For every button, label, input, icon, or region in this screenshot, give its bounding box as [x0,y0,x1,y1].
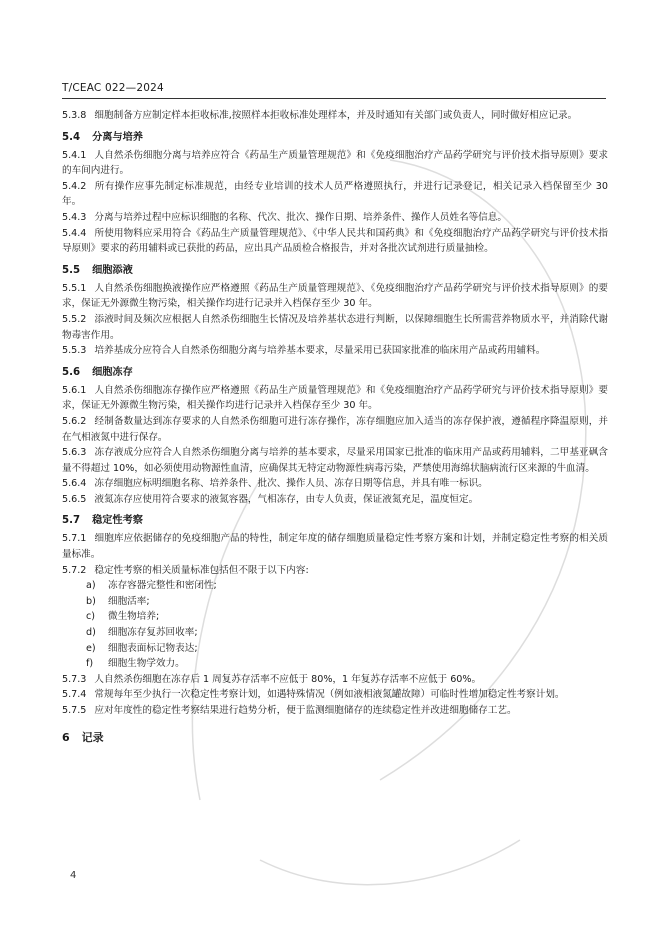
clause-text: 液氮冻存应使用符合要求的液氮容器，气相冻存，由专人负责，保证液氮充足，温度恒定。 [94,493,479,505]
clause-text: 人自然杀伤细胞在冻存后 1 周复苏存活率不应低于 80%，1 年复苏存活率不应低于 60%。 [94,673,482,685]
section-number: 5.7 [62,515,81,527]
clause-number: 5.5.3 [62,345,87,357]
section-number: 6 [62,730,70,744]
clause-5-7-1 [62,531,608,562]
clause-5-4-3 [62,210,608,226]
clause-text: 添液时间及频次应根据人自然杀伤细胞生长情况及培养基状态进行判断，以保障细胞生长所需营养物质水平，并消除代谢物毒害作用。 [62,313,608,341]
clause-text: 人自然杀伤细胞换液操作应严格遵照《药品生产质量管理规范》、《免疫细胞治疗产品药学研究与评价技术指导原则》的要求，保证无外源微生物污染，相关操作均进行记录并入档保存至少 30 年。 [62,282,608,310]
clause-5-5-1 [62,281,608,312]
clause-number: 5.3.8 [62,110,87,121]
list-marker: d) [86,627,96,639]
clause-5-3-8 [62,108,608,124]
list-marker: f) [86,658,94,670]
clause-number: 5.7.3 [62,673,87,685]
section-title: 分离与培养 [92,131,143,143]
clause-text: 冻存液成分应符合人自然杀伤细胞分离与培养的基本要求，尽量采用国家已批准的临床用产品或药用辅料，二甲基亚砜含量不得超过 10%，如必须使用动物源性血清，应确保其无特定动物源性病毒污染，严禁使用海绵状脑病流行区来源的牛血清。 [62,447,608,474]
clause-number: 5.4.3 [62,211,87,223]
clause-number: 5.4.1 [62,149,87,161]
section-title: 细胞添液 [92,264,133,276]
clause-5-6-5 [62,492,608,508]
section-heading-5-7 [62,512,608,529]
list-item-text: 细胞活率; [108,595,150,607]
section-heading-5-6 [62,364,608,381]
list-item-text: 冻存容器完整性和密闭性; [108,580,217,592]
clause-5-6-4 [62,476,608,492]
clause-text: 所有操作应事先制定标准规范，由经专业培训的技术人员严格遵照执行，并进行记录登记，相关记录入档保留至少 30 年。 [62,180,608,208]
clause-text: 人自然杀伤细胞冻存操作应严格遵照《药品生产质量管理规范》和《免疫细胞治疗产品药学研究与评价技术指导原则》要求，保证无外源微生物污染，相关操作均进行记录并入档保存至少 30 年。 [62,384,608,412]
section-number: 5.4 [62,131,81,143]
section-heading-5-5 [62,262,608,279]
clause-number: 5.6.4 [62,478,87,490]
clause-5-7-4 [62,687,608,703]
clause-5-7-2 [62,563,608,579]
clause-5-4-2 [62,179,608,210]
document-code: T/CEAC 022—2024 [62,82,164,94]
page-number: 4 [70,870,77,881]
clause-number: 5.4.4 [62,227,87,239]
list-item-text: 细胞冻存复苏回收率; [108,627,198,639]
list-item [62,578,608,594]
clause-text: 冻存细胞应标明细胞名称、培养条件、批次、操作人员、冻存日期等信息，并具有唯一标识。 [94,478,488,490]
clause-5-4-4 [62,226,608,257]
section-number: 5.5 [62,264,81,276]
clause-text: 细胞库应依据储存的免疫细胞产品的特性，制定年度的储存细胞质量稳定性考察方案和计划，并制定稳定性考察的相关质量标准。 [62,533,608,561]
clause-number: 5.7.2 [62,564,87,576]
clause-number: 5.6.3 [62,447,87,459]
clause-number: 5.6.2 [62,415,87,427]
clause-number: 5.7.4 [62,689,87,701]
clause-5-7-5 [62,703,608,719]
clause-5-6-1 [62,383,608,414]
clause-text: 稳定性考察的相关质量标准包括但不限于以下内容: [94,564,309,576]
clause-5-6-3 [62,445,608,476]
document-body [62,108,608,746]
clause-text: 人自然杀伤细胞分离与培养应符合《药品生产质量管理规范》和《免疫细胞治疗产品药学研究与评价技术指导原则》要求的车间内进行。 [62,149,608,177]
list-item [62,609,608,625]
clause-5-6-2 [62,414,608,445]
section-title: 记录 [81,730,104,744]
section-heading-6 [62,729,608,746]
clause-text: 分离与培养过程中应标识细胞的名称、代次、批次、操作日期、培养条件、操作人员姓名等信息。 [94,211,507,223]
clause-5-5-2 [62,312,608,343]
section-title: 稳定性考察 [92,515,143,527]
list-item-text: 微生物培养; [108,611,160,623]
clause-text: 培养基成分应符合人自然杀伤细胞分离与培养基本要求，尽量采用已获国家批准的临床用产品或药用辅料。 [94,345,546,357]
clause-number: 5.5.2 [62,313,87,325]
section-title: 细胞冻存 [92,366,133,378]
clause-5-5-3 [62,343,608,359]
clause-5-7-3 [62,672,608,688]
section-heading-5-4 [62,129,608,146]
criteria-list [62,578,608,672]
clause-text: 应对年度性的稳定性考察结果进行趋势分析，便于监测细胞储存的连续稳定性并改进细胞储存工艺。 [94,705,517,716]
clause-number: 5.6.5 [62,493,87,505]
list-item [62,594,608,610]
list-marker: e) [86,642,96,654]
clause-number: 5.4.2 [62,180,87,192]
list-marker: c) [86,611,96,623]
header-divider [62,98,606,99]
list-item-text: 细胞生物学效力。 [108,658,185,670]
clause-text: 所使用物料应采用符合《药品生产质量管理规范》、《中华人民共和国药典》和《免疫细胞治疗产品药学研究与评价技术指导原则》要求的药用辅料或已获批的药品，应出具产品质检合格报告，并对各批次试剂进行质量抽检。 [62,227,608,255]
clause-number: 5.7.5 [62,705,87,716]
clause-number: 5.5.1 [62,282,87,294]
clause-number: 5.7.1 [62,533,87,545]
list-item [62,625,608,641]
clause-number: 5.6.1 [62,384,87,396]
list-item [62,641,608,657]
clause-text: 细胞制备方应制定样本拒收标准,按照样本拒收标准处理样本，并及时通知有关部门或负责人，同时做好相应记录。 [94,110,578,121]
clause-5-4-1 [62,148,608,179]
list-marker: b) [86,595,96,607]
section-number: 5.6 [62,366,81,378]
clause-text: 常规每年至少执行一次稳定性考察计划，如遇特殊情况（例如液相液氮罐故障）可临时性增加稳定性考察计划。 [94,689,565,701]
list-item-text: 细胞表面标记物表达; [108,642,198,654]
clause-text: 经制备数量达到冻存要求的人自然杀伤细胞可进行冻存操作，冻存细胞应加入适当的冻存保护液，遵循程序降温原则，并在气相液氮中进行保存。 [62,415,608,443]
list-item [62,656,608,672]
list-marker: a) [86,580,96,592]
